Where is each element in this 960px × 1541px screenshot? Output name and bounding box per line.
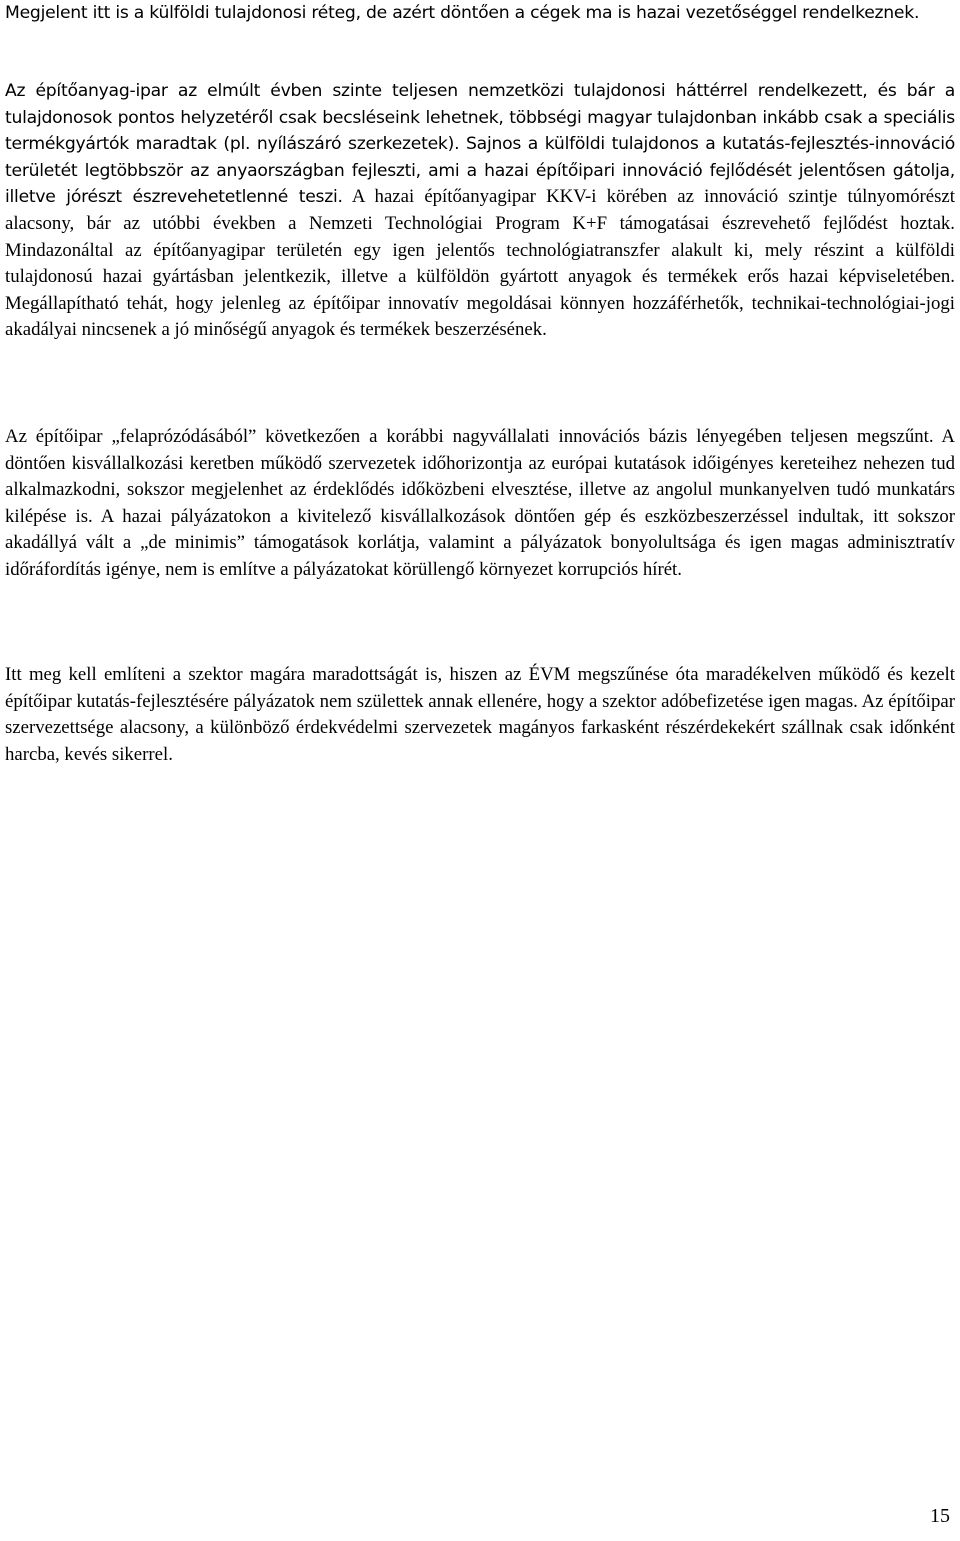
paragraph-building-materials-industry <box>5 78 955 344</box>
paragraph-building-materials-sans-part: Az építőanyag-ipar az elmúlt évben szinte teljesen nemzetközi tulajdonosi háttérrel rendelkezett, és bár a tulajdonosok pontos helyzetéről csak becsléseink lehetnek, többségi magyar tulajdonban inkább csak a speciális termékgyártók maradtak (pl. nyílászáró szerkezetek). Sajnos a külföldi tulajdonos a kutatás-fejlesztés-innováció területét legtöbbször az anyaországban fejleszti, ami a hazai építőipari innováció fejlődését jelentősen gátolja, illetve jórészt észrevehetetlenné teszi. <box>5 81 955 208</box>
paragraph-fragmentation: Az építőipar „felaprózódásából” következően a korábbi nagyvállalati innovációs bázis lényegében teljesen megszűnt. A döntően kisvállalkozási keretben működő szervezetek időhorizontja az európai kutatások időigényes kereteihez nehezen tud alkalmazkodni, sokszor megjelenhet az érdeklődés időközbeni elvesztése, illetve az angolul munkanyelven tudó munkatárs kilépése is. A hazai pályázatokon a kivitelező kisvállalkozások döntően gép és eszközbeszerzéssel indultak, itt sokszor akadállyá vált a „de minimis” támogatások korlátja, valamint a pályázatok bonyolultsága és igen magas adminisztratív időráfordítás igénye, nem is említve a pályázatokat körüllengő környezet korrupciós hírét. <box>5 426 955 580</box>
document-page <box>5 0 955 1541</box>
paragraph-foreign-ownership: Megjelent itt is a külföldi tulajdonosi réteg, de azért döntően a cégek ma is hazai vezetőséggel rendelkeznek. <box>5 3 920 23</box>
paragraph-building-materials-serif-part: A hazai építőanyagipar KKV-i körében az innováció szintje túlnyomórészt alacsony, bár az utóbbi években a Nemzeti Technológiai Program K+F támogatásai észrevehető fejlődést hoztak. Mindazonáltal az építőanyagipar területén egy igen jelentős technológiatranszfer alakult ki, mely részint a külföldi tulajdonosú hazai gyártásban jelentkezik, illetve a külföldön gyártott anyagok és termékek erős hazai képviseletében. Megállapítható tehát, hogy jelenleg az építőipar innovatív megoldásai könnyen hozzáférhetők, technikai-technológiai-jogi akadályai nincsenek a jó minőségű anyagok és termékek beszerzésének. <box>5 186 955 341</box>
paragraph-sector-isolation: Itt meg kell említeni a szektor magára maradottságát is, hiszen az ÉVM megszűnése óta maradékelven működő és kezelt építőipar kutatás-fejlesztésére pályázatok nem születtek annak ellenére, hogy a szektor adóbefizetése igen magas. Az építőipar szervezettsége alacsony, a különböző érdekvédelmi szervezetek magányos farkasként részérdekekért szállnak csak időnként harcba, kevés sikerrel. <box>5 664 955 765</box>
page-number: 15 <box>930 1505 950 1527</box>
